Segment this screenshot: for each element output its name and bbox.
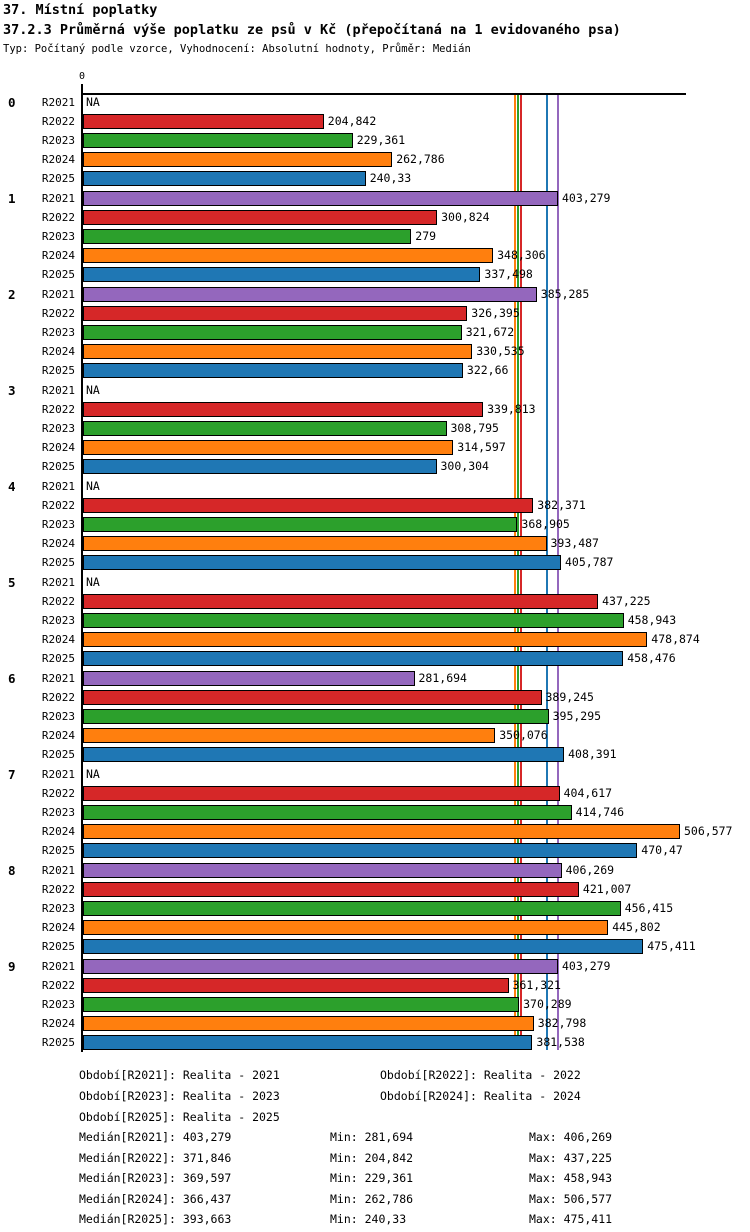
page-title: 37. Místní poplatky [3,2,158,18]
bar-7-r2025 [83,843,637,858]
row-label-7-r2022: R2022 [41,786,75,800]
row-label-6-r2025: R2025 [41,747,75,761]
stat-min-4: Min: 240,33 [330,1212,407,1226]
row-label-6-r2023: R2023 [41,709,75,723]
stat-median-1: Medián[R2022]: 371,846 [79,1150,232,1165]
row-label-5-r2023: R2023 [41,613,75,627]
group-label-7: 7 [8,767,16,782]
value-label-8-r2021: 406,269 [565,863,615,877]
value-label-6-r2025: 408,391 [568,746,617,761]
legend-item-0: Období[R2021]: Realita - 2021 [79,1068,280,1082]
row-label-5-r2025: R2025 [41,651,75,665]
bar-2-r2025 [83,363,463,378]
row-label-6-r2021: R2021 [41,672,75,685]
value-label-6-r2021: 281,694 [418,671,467,685]
value-label-6-r2022: 389,245 [545,689,594,704]
row-label-1-r2025: R2025 [41,267,75,281]
bar-8-r2024 [83,920,608,935]
bar-4-r2025 [83,555,561,570]
value-label-2-r2022: 326,395 [471,305,520,320]
na-label-4-r2021: NA [86,479,100,493]
bar-4-r2023 [83,517,517,532]
row-label-0-r2023: R2023 [41,133,75,147]
value-label-7-r2022: 404,617 [563,785,613,800]
row-label-7-r2021: R2021 [41,768,75,781]
row-label-2-r2025: R2025 [41,363,75,377]
value-label-2-r2025: 322,66 [466,362,509,377]
row-label-8-r2021: R2021 [41,864,75,877]
chart-subtitle: Typ: Počítaný podle vzorce, Vyhodnocení: Absolutní hodnoty, Průměr: Medián [3,43,471,55]
row-label-4-r2022: R2022 [41,498,75,512]
bar-2-r2023 [83,325,462,340]
value-label-9-r2023: 370,289 [523,996,572,1011]
bar-9-r2023 [83,997,519,1012]
value-label-0-r2025: 240,33 [369,170,412,185]
stat-median-0: Medián[R2021]: 403,279 [79,1130,232,1144]
row-label-2-r2023: R2023 [41,325,75,339]
y-axis-line [81,84,83,1052]
bar-8-r2021 [83,863,562,878]
bar-2-r2022 [83,306,467,321]
bar-5-r2025 [83,651,623,666]
row-label-7-r2024: R2024 [41,824,75,838]
value-label-5-r2022: 437,225 [602,593,651,608]
bar-0-r2024 [83,152,392,167]
group-label-2: 2 [8,287,16,302]
row-label-9-r2023: R2023 [41,997,75,1011]
row-label-3-r2024: R2024 [41,440,75,454]
value-label-0-r2024: 262,786 [396,151,445,166]
row-label-0-r2021: R2021 [41,96,75,109]
bar-7-r2024 [83,824,680,839]
value-label-4-r2025: 405,787 [565,554,614,569]
value-label-4-r2022: 382,371 [537,497,586,512]
row-label-4-r2024: R2024 [41,536,75,550]
value-label-8-r2023: 456,415 [624,900,674,915]
row-label-3-r2025: R2025 [41,459,75,473]
row-label-1-r2024: R2024 [41,248,75,262]
bar-1-r2024 [83,248,493,263]
bar-1-r2025 [83,267,480,282]
value-label-8-r2025: 475,411 [647,938,696,953]
stat-max-4: Max: 475,411 [529,1212,613,1226]
bar-6-r2025 [83,747,564,762]
row-label-1-r2022: R2022 [41,210,75,224]
bar-1-r2021 [83,191,558,206]
bar-5-r2023 [83,613,624,628]
value-label-3-r2023: 308,795 [450,420,499,435]
bar-4-r2022 [83,498,533,513]
bar-9-r2024 [83,1016,534,1031]
bar-3-r2024 [83,440,453,455]
value-label-1-r2023: 279 [415,228,437,243]
row-label-9-r2025: R2025 [41,1035,75,1049]
value-label-3-r2025: 300,304 [440,458,489,473]
row-label-0-r2025: R2025 [41,171,75,185]
value-label-7-r2024: 506,577 [684,823,733,838]
value-label-0-r2023: 229,361 [356,132,406,147]
value-label-0-r2022: 204,842 [327,113,377,128]
row-label-5-r2021: R2021 [41,576,75,589]
value-label-8-r2024: 445,802 [612,919,661,934]
bar-3-r2022 [83,402,483,417]
row-label-5-r2022: R2022 [41,594,75,608]
row-label-4-r2023: R2023 [41,517,75,531]
value-label-9-r2021: 403,279 [562,959,611,973]
group-label-0: 0 [8,95,16,110]
stat-min-3: Min: 262,786 [330,1191,414,1206]
row-label-5-r2024: R2024 [41,632,75,646]
na-label-7-r2021: NA [86,767,100,781]
value-label-1-r2024: 348,306 [497,247,546,262]
bar-5-r2024 [83,632,647,647]
value-label-9-r2025: 381,538 [536,1034,585,1049]
na-label-5-r2021: NA [86,575,100,589]
stat-min-0: Min: 281,694 [330,1130,414,1144]
row-label-8-r2024: R2024 [41,920,75,934]
row-label-8-r2025: R2025 [41,939,75,953]
bar-1-r2023 [83,229,411,244]
value-label-8-r2022: 421,007 [582,881,632,896]
row-label-2-r2024: R2024 [41,344,75,358]
value-label-4-r2023: 368,905 [521,516,570,531]
row-label-9-r2024: R2024 [41,1016,75,1030]
stat-min-2: Min: 229,361 [330,1171,414,1185]
bar-0-r2025 [83,171,366,186]
na-label-0-r2021: NA [86,95,100,109]
chart-title: 37.2.3 Průměrná výše poplatku ze psů v Kč (přepočítaná na 1 evidovaného psa) [3,22,621,38]
bar-9-r2025 [83,1035,532,1050]
row-label-3-r2022: R2022 [41,402,75,416]
row-label-2-r2021: R2021 [41,288,75,301]
value-label-9-r2022: 361,321 [512,977,561,992]
bar-8-r2023 [83,901,621,916]
bar-7-r2023 [83,805,572,820]
stat-min-1: Min: 204,842 [330,1150,414,1165]
value-label-1-r2021: 403,279 [562,191,611,205]
value-label-6-r2023: 395,295 [552,708,602,723]
bar-0-r2022 [83,114,324,129]
stat-median-4: Medián[R2025]: 393,663 [79,1212,232,1226]
value-label-5-r2023: 458,943 [627,612,677,627]
value-label-2-r2023: 321,672 [465,324,515,339]
group-label-3: 3 [8,383,16,398]
row-label-4-r2021: R2021 [41,480,75,493]
group-label-8: 8 [8,863,16,878]
row-label-9-r2022: R2022 [41,978,75,992]
na-label-3-r2021: NA [86,383,100,397]
row-label-1-r2023: R2023 [41,229,75,243]
row-label-9-r2021: R2021 [41,960,75,973]
group-label-6: 6 [8,671,16,686]
bar-9-r2022 [83,978,509,993]
legend-item-3: Období[R2024]: Realita - 2024 [380,1089,581,1103]
row-label-7-r2023: R2023 [41,805,75,819]
bar-2-r2024 [83,344,472,359]
value-label-7-r2025: 470,47 [641,842,683,857]
row-label-7-r2025: R2025 [41,843,75,857]
bar-9-r2021 [83,959,558,974]
row-label-4-r2025: R2025 [41,555,75,569]
row-label-6-r2022: R2022 [41,690,75,704]
row-label-3-r2023: R2023 [41,421,75,435]
bar-6-r2024 [83,728,495,743]
value-label-1-r2025: 337,498 [484,266,533,281]
bar-2-r2021 [83,287,537,302]
group-label-5: 5 [8,575,16,590]
value-label-3-r2024: 314,597 [457,439,506,454]
bar-3-r2023 [83,421,447,436]
stat-max-0: Max: 406,269 [529,1130,613,1144]
row-label-6-r2024: R2024 [41,728,75,742]
stat-median-2: Medián[R2023]: 369,597 [79,1171,232,1185]
row-label-0-r2022: R2022 [41,114,75,128]
value-label-2-r2021: 385,285 [540,287,590,301]
row-label-1-r2021: R2021 [41,192,75,205]
bar-5-r2022 [83,594,598,609]
bar-7-r2022 [83,786,560,801]
stat-max-1: Max: 437,225 [529,1150,613,1165]
bar-4-r2024 [83,536,547,551]
group-label-4: 4 [8,479,16,494]
bar-8-r2025 [83,939,643,954]
bar-1-r2022 [83,210,437,225]
value-label-1-r2022: 300,824 [441,209,490,224]
value-label-2-r2024: 330,535 [476,343,525,358]
row-label-2-r2022: R2022 [41,306,75,320]
legend-item-2: Období[R2023]: Realita - 2023 [79,1089,280,1103]
row-label-3-r2021: R2021 [41,384,75,397]
value-label-9-r2024: 382,798 [537,1015,587,1030]
value-label-4-r2024: 393,487 [550,535,599,550]
value-label-7-r2023: 414,746 [575,804,625,819]
x-axis-line [82,93,686,95]
legend-item-4: Období[R2025]: Realita - 2025 [79,1110,280,1124]
bar-8-r2022 [83,882,579,897]
legend-item-1: Období[R2022]: Realita - 2022 [380,1068,581,1082]
row-label-8-r2022: R2022 [41,882,75,896]
row-label-0-r2024: R2024 [41,152,75,166]
row-label-8-r2023: R2023 [41,901,75,915]
bar-6-r2022 [83,690,542,705]
bar-0-r2023 [83,133,353,148]
group-label-1: 1 [8,191,16,206]
stat-max-2: Max: 458,943 [529,1171,613,1185]
bar-3-r2025 [83,459,437,474]
value-label-5-r2025: 458,476 [627,650,676,665]
group-label-9: 9 [8,959,16,974]
x-axis-zero-tick-label: 0 [78,71,86,82]
stat-max-3: Max: 506,577 [529,1191,613,1206]
value-label-3-r2022: 339,813 [487,401,536,416]
bar-6-r2021 [83,671,415,686]
bar-6-r2023 [83,709,549,724]
stat-median-3: Medián[R2024]: 366,437 [79,1191,232,1206]
value-label-6-r2024: 350,076 [499,727,548,742]
value-label-5-r2024: 478,874 [651,631,700,646]
